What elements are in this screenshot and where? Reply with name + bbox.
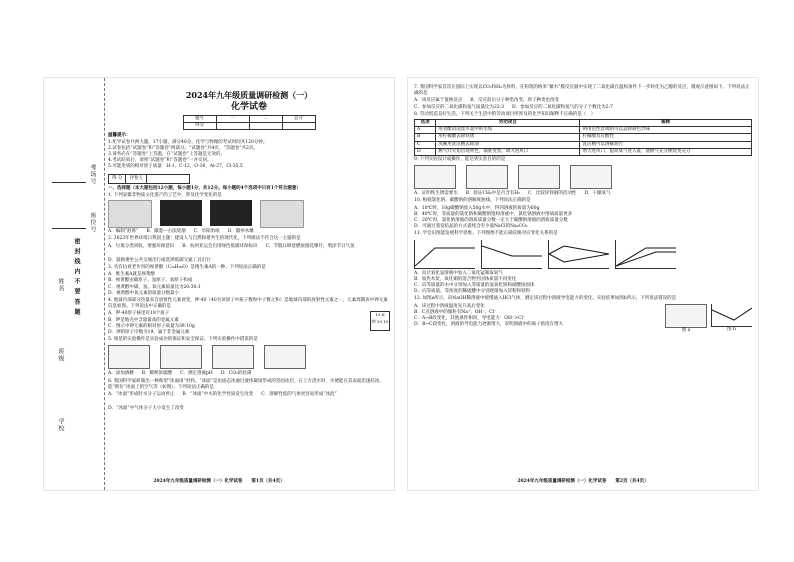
q3-option-d: D．视黄醇中氧元素的质量分数最小 <box>108 290 180 296</box>
tips-title: 温馨提示： <box>108 133 131 139</box>
question-6: 6. 我国科学家研制出一种新型“冰面雨”材料。“冰面”是由固态冰通过液体凝固形成的坚固冰层，在上方浇水时，水便能在其表面迅速结冰，能“锁住”冰面上的空气等（如图）。下列说法正确的是 <box>108 378 384 390</box>
q11-graphs <box>414 240 752 269</box>
q10-option-c: C．20℃时，氯化钠溶液的溶质质量分数一定大于碳酸钠溶液的溶质质量分数 <box>414 218 568 224</box>
q9-figures <box>414 165 752 189</box>
q12-option-b: B．C点溶液中的微粒有Na⁺、OH⁻、Cl⁻ <box>414 309 497 315</box>
grader-name-label: 评卷人 <box>126 175 147 183</box>
q6-option-d: D．“冰面”中气体分子大小发生了改变 <box>108 406 184 412</box>
q10-option-b: B．40℃时，等质量的氯化钠和碳酸钠饱和溶液中，氯化钠溶液中溶质质量更多 <box>414 211 573 217</box>
exam-number-line <box>52 182 86 183</box>
q11-option-a: A．向过氧化氢溶液中加入二氧化锰制取氧气 <box>414 270 503 276</box>
score-header-cell: 二 <box>249 116 282 123</box>
q8-cell: 用食醋清洗烧水壶中的水垢 <box>436 127 580 134</box>
q11-option-d: D．向等质量、等浓度的稀硫酸中分别逐渐加入锌粉和铁粉 <box>414 289 531 295</box>
question-7: 7. 我国科学家首次在国际上实现以CO₂和H₂为原料，在构筑的纳米“蓄水”膜反应器中实现了二氧化碳在温和条件下一步转化为乙醇的反应，微观示意图如下。下列说法正确的是 <box>414 85 750 97</box>
graph-d <box>615 240 676 269</box>
q1-figures <box>108 200 390 228</box>
q6-option-a: A．“冰面”形成时水分子运动停止 <box>108 392 175 398</box>
ph-test-figure <box>212 345 254 369</box>
question-12: 12. 如图a所示，向NaOH稀溶液中缓慢通入HCl气体，测定该过程中溶液导电能力的变化。实验结果如图b所示。下列说法错误的是 <box>414 296 677 302</box>
section-1-heading: 一、选择题（本大题包括12小题，每小题1分，共12分。每小题的4个选项中只有1个符合题意） <box>108 185 301 191</box>
question-11: 11. 学会识图能发展科学思维。下列图像不能正确反映对应变化关系的是 <box>414 231 558 237</box>
q3-option-a: A．维生素A就是视黄醇 <box>108 272 155 278</box>
graph-b <box>481 240 542 269</box>
alcohol-lamp-figure <box>108 345 150 369</box>
name-label: 姓名 <box>57 278 64 292</box>
score-header-cell: 题号 <box>183 116 216 123</box>
graph-a <box>414 240 475 269</box>
methane-test-figure <box>466 165 508 189</box>
q9-option-a: A．证明铁生锈需要水 <box>414 191 458 197</box>
score-header-cell: 总分 <box>282 116 315 123</box>
class-label: 班级 <box>57 348 64 362</box>
woodcarving-image <box>260 200 304 228</box>
q8-header-task: 劳动项目 <box>436 120 580 127</box>
score-cell[interactable] <box>216 123 249 130</box>
q3-option-c: C．视黄醇中碳、氢、氧元素质量比为20:30:1 <box>108 284 201 290</box>
ink-image <box>160 200 202 226</box>
question-2: 2. 2023年世界环境日我国主题：建设人与自然和谐共生的现代化。下列做法不符合这一主题的是 <box>108 236 301 242</box>
q7-option-a: A．该反应属于置换反应 <box>414 98 463 104</box>
q2-option-d: D．鼓励乘坐公共交通出行或选择低碳交通工具出行 <box>108 257 211 263</box>
q2-option-b: B．杭州亚运会启用绿色低碳环保标识 <box>182 243 258 249</box>
conductivity-apparatus-figure <box>665 304 707 328</box>
score-cell[interactable] <box>249 123 282 130</box>
element-mass: 39.10 <box>376 318 389 324</box>
q8-cell: A <box>415 127 436 134</box>
q9-option-d: D．干燥氧气 <box>584 191 611 197</box>
question-8: 8. 劳动创造美好生活，下列关于生活中的劳动项目所涉及的化学知识解释不正确的是（ ） <box>414 111 596 117</box>
q8-cell: C <box>415 141 436 148</box>
q6-option-c: C．溶解性低的气体更容易形成“冰泡” <box>261 392 337 398</box>
q7-option-c: C．参加反应的二氧化碳和氢气质量比为22:3 <box>414 104 505 110</box>
exam-title: 2024年九年级质量调研检测（一） <box>185 90 313 100</box>
q8-cell: 柠檬酸具有酸性 <box>580 134 752 141</box>
score-table <box>183 115 316 130</box>
q8-cell: 洗碗用洗洁精去除油 <box>436 141 580 148</box>
q2-option-a: A．垃圾分类回收，增强环保意识 <box>108 243 175 249</box>
tip-3: 3.请务必在“答题卷”上答题，在“试题卷”上答题是无效的。 <box>108 152 225 158</box>
q8-cell: 燃气灶火焰出现黄色，锅底变黑，调大进风口 <box>436 148 580 155</box>
q1-option-c: C．阜阳剪纸 <box>193 229 220 235</box>
q9-option-b: B．验证CH₄中是否含有H₂ <box>465 191 520 197</box>
q2-option-c: C．节假日肆意燃放烟花爆竹，增添节日气氛 <box>265 243 355 249</box>
mat-image <box>108 200 152 228</box>
q8-header-explain: 解释 <box>580 120 752 127</box>
score-row-label: 得分 <box>183 123 216 130</box>
q5-option-a: A．添加酒精 <box>108 371 134 377</box>
q1-option-a: A．编制“舒席” <box>108 229 139 235</box>
tip-1: 1.化学试卷共两大题，17小题，满分40分。化学与物理的考试时间共120分钟。 <box>108 139 268 145</box>
q8-cell: B <box>415 134 436 141</box>
question-4: 4. 地球内部部分热量来自放射性元素衰变，钾-40（40为该原子中质子数和中子数之和）是地球内部的放射性元素之一，元素周期表中钾元素信息如图。下列说法中正确的是 <box>108 298 388 310</box>
fig-b-label: 图 b <box>727 326 736 332</box>
q8-cell: 利用活性炭吸附可以去除颜色异味 <box>580 127 752 134</box>
page-1 <box>44 78 394 490</box>
q3-option-b: B．视黄醇由碳原子、氢原子、氧原子构成 <box>108 278 193 284</box>
q4-option-b: B．钾是地壳中含量最高的金属元素 <box>108 317 179 323</box>
page-2 <box>408 78 758 490</box>
school-label: 学校 <box>57 418 64 432</box>
q9-option-c: C．比较锌铁铜的活动性 <box>527 191 577 197</box>
q12-option-c: C．A→B段变化，其他条件相同，导电能力：OH⁻>Cl⁻ <box>414 316 526 322</box>
q4-option-c: C．图示中钾元素的相对原子质量为39.10g <box>108 323 195 329</box>
q1-option-d: D．徽州木雕 <box>227 229 254 235</box>
page-1-content <box>108 90 390 413</box>
q4-option-a: A．钾-40原子核里有19个质子 <box>108 311 170 317</box>
page-2-footer: 2024年九年级质量调研检测（一）化学试卷 第2页（共4页） <box>517 479 649 484</box>
q7-option-b: B．反应前后分子种类改变，原子种类也改变 <box>470 98 560 104</box>
q10-option-d: D．可通过蒸发结晶的方式提纯含有少量NaCl的Na₂CO₃ <box>414 224 528 230</box>
exam-subtitle: 化学试卷 <box>230 102 267 112</box>
score-cell[interactable] <box>282 123 315 130</box>
question-3: 3. 具有抗衰老作用的视黄醇（C₂₀H₃₀O）是维生素A的一种。下列说法正确的是 <box>108 265 266 271</box>
page-1-footer: 2024年九年级质量调研检测（一）化学试卷 第1页（共4页） <box>153 479 285 484</box>
q7-option-d: D．参加反应的二氧化碳和氢气的分子个数比为2:7 <box>512 104 613 110</box>
q11-option-b: B．加热木炭，氧化铜的混合物至固体质量不再变化 <box>414 276 517 282</box>
element-symbol: K <box>381 312 385 318</box>
potassium-element-card <box>370 311 390 331</box>
drying-figure <box>570 165 612 189</box>
q12-option-a: A．该过程中溶液温度先升高后变化 <box>414 303 485 309</box>
q8-cell: 增大进风口，提高氧气进入量，使燃气充分燃烧更充分 <box>580 148 752 155</box>
co2-figure <box>264 345 306 369</box>
rust-test-figure <box>414 165 456 189</box>
seal-text: 密 封 线 内 不 要 答 题 <box>73 238 80 316</box>
q8-table <box>414 119 752 156</box>
exam-number-label: 考场号 <box>89 164 96 185</box>
q11-option-c: C．向等质量的水中分别加入等质量的氢氧化钠和硝酸铵固体 <box>414 283 535 289</box>
q6-option-b: B．“冰面”中水的化学性质发生改变 <box>182 392 254 398</box>
question-10: 10. 根据氯化钠、碳酸钠的溶解度曲线，下列说法正确的是 <box>414 198 531 204</box>
page-2-content <box>414 84 752 334</box>
q8-cell: D <box>415 148 436 155</box>
binding-margin <box>44 78 105 490</box>
element-number: 19 <box>375 312 381 318</box>
graph-c <box>548 240 609 269</box>
seat-line <box>52 228 86 229</box>
q12-option-d: D．B→C段变化，溶液的导电能力逐渐增大，说明溶液中的离子浓度在增大 <box>414 322 564 328</box>
q8-cell: 用柠檬酸去除铁锈 <box>436 134 580 141</box>
grader-score-label: 得 分 <box>109 175 126 183</box>
conductivity-graph <box>711 304 752 327</box>
q5-option-b: B．稀释浓硫酸 <box>141 371 173 377</box>
seat-label: 座位号 <box>89 212 96 233</box>
q8-cell: 洗洁精可以溶解油污 <box>580 141 752 148</box>
q8-header-option: 选项 <box>415 120 436 127</box>
question-5: 5. 规范的实验操作是实验成功的保证和安全保证。下列实验操作中错误的是 <box>108 337 258 343</box>
q5-figures <box>108 345 390 369</box>
q5-option-d: D．CO₂的验满 <box>220 371 252 377</box>
papercut-image <box>210 200 252 226</box>
q1-option-b: B．徽墨—古法烧烟 <box>146 229 186 235</box>
tip-2: 2.试卷包括“试题卷”和“答题卷”两部分。“试题卷”共4页，“答题卷”共2页。 <box>108 145 258 151</box>
tip-5: 5.可能用到的相对原子质量：H-1，C-12，O-16，Al-27，Cl-35.5 <box>108 164 243 170</box>
grader-box <box>108 174 190 184</box>
element-name: 钾 <box>371 318 376 324</box>
question-1: 1. 下列安徽非物质文化遗产的工艺中，涉及化学变化的是 <box>108 193 222 199</box>
q5-option-c: C．测定溶液pH <box>180 371 213 377</box>
metal-activity-figure <box>518 165 560 189</box>
fig-a-label: 图 a <box>681 327 691 333</box>
score-header-cell: 一 <box>216 116 249 123</box>
tip-4: 4.考试结束后，请将“试题卷”和“答题卷”一并交回。 <box>108 158 212 164</box>
dilution-figure <box>160 345 202 369</box>
q4-option-d: D．钾的原子序数为19，属于非金属元素 <box>108 330 190 336</box>
q10-option-a: A．10℃时，10g碳酸钠放入50g水中，得到溶液的质量为60g <box>414 205 540 211</box>
question-9: 9. 下列实验设计或操作，能达到实验目的的是 <box>414 157 506 163</box>
